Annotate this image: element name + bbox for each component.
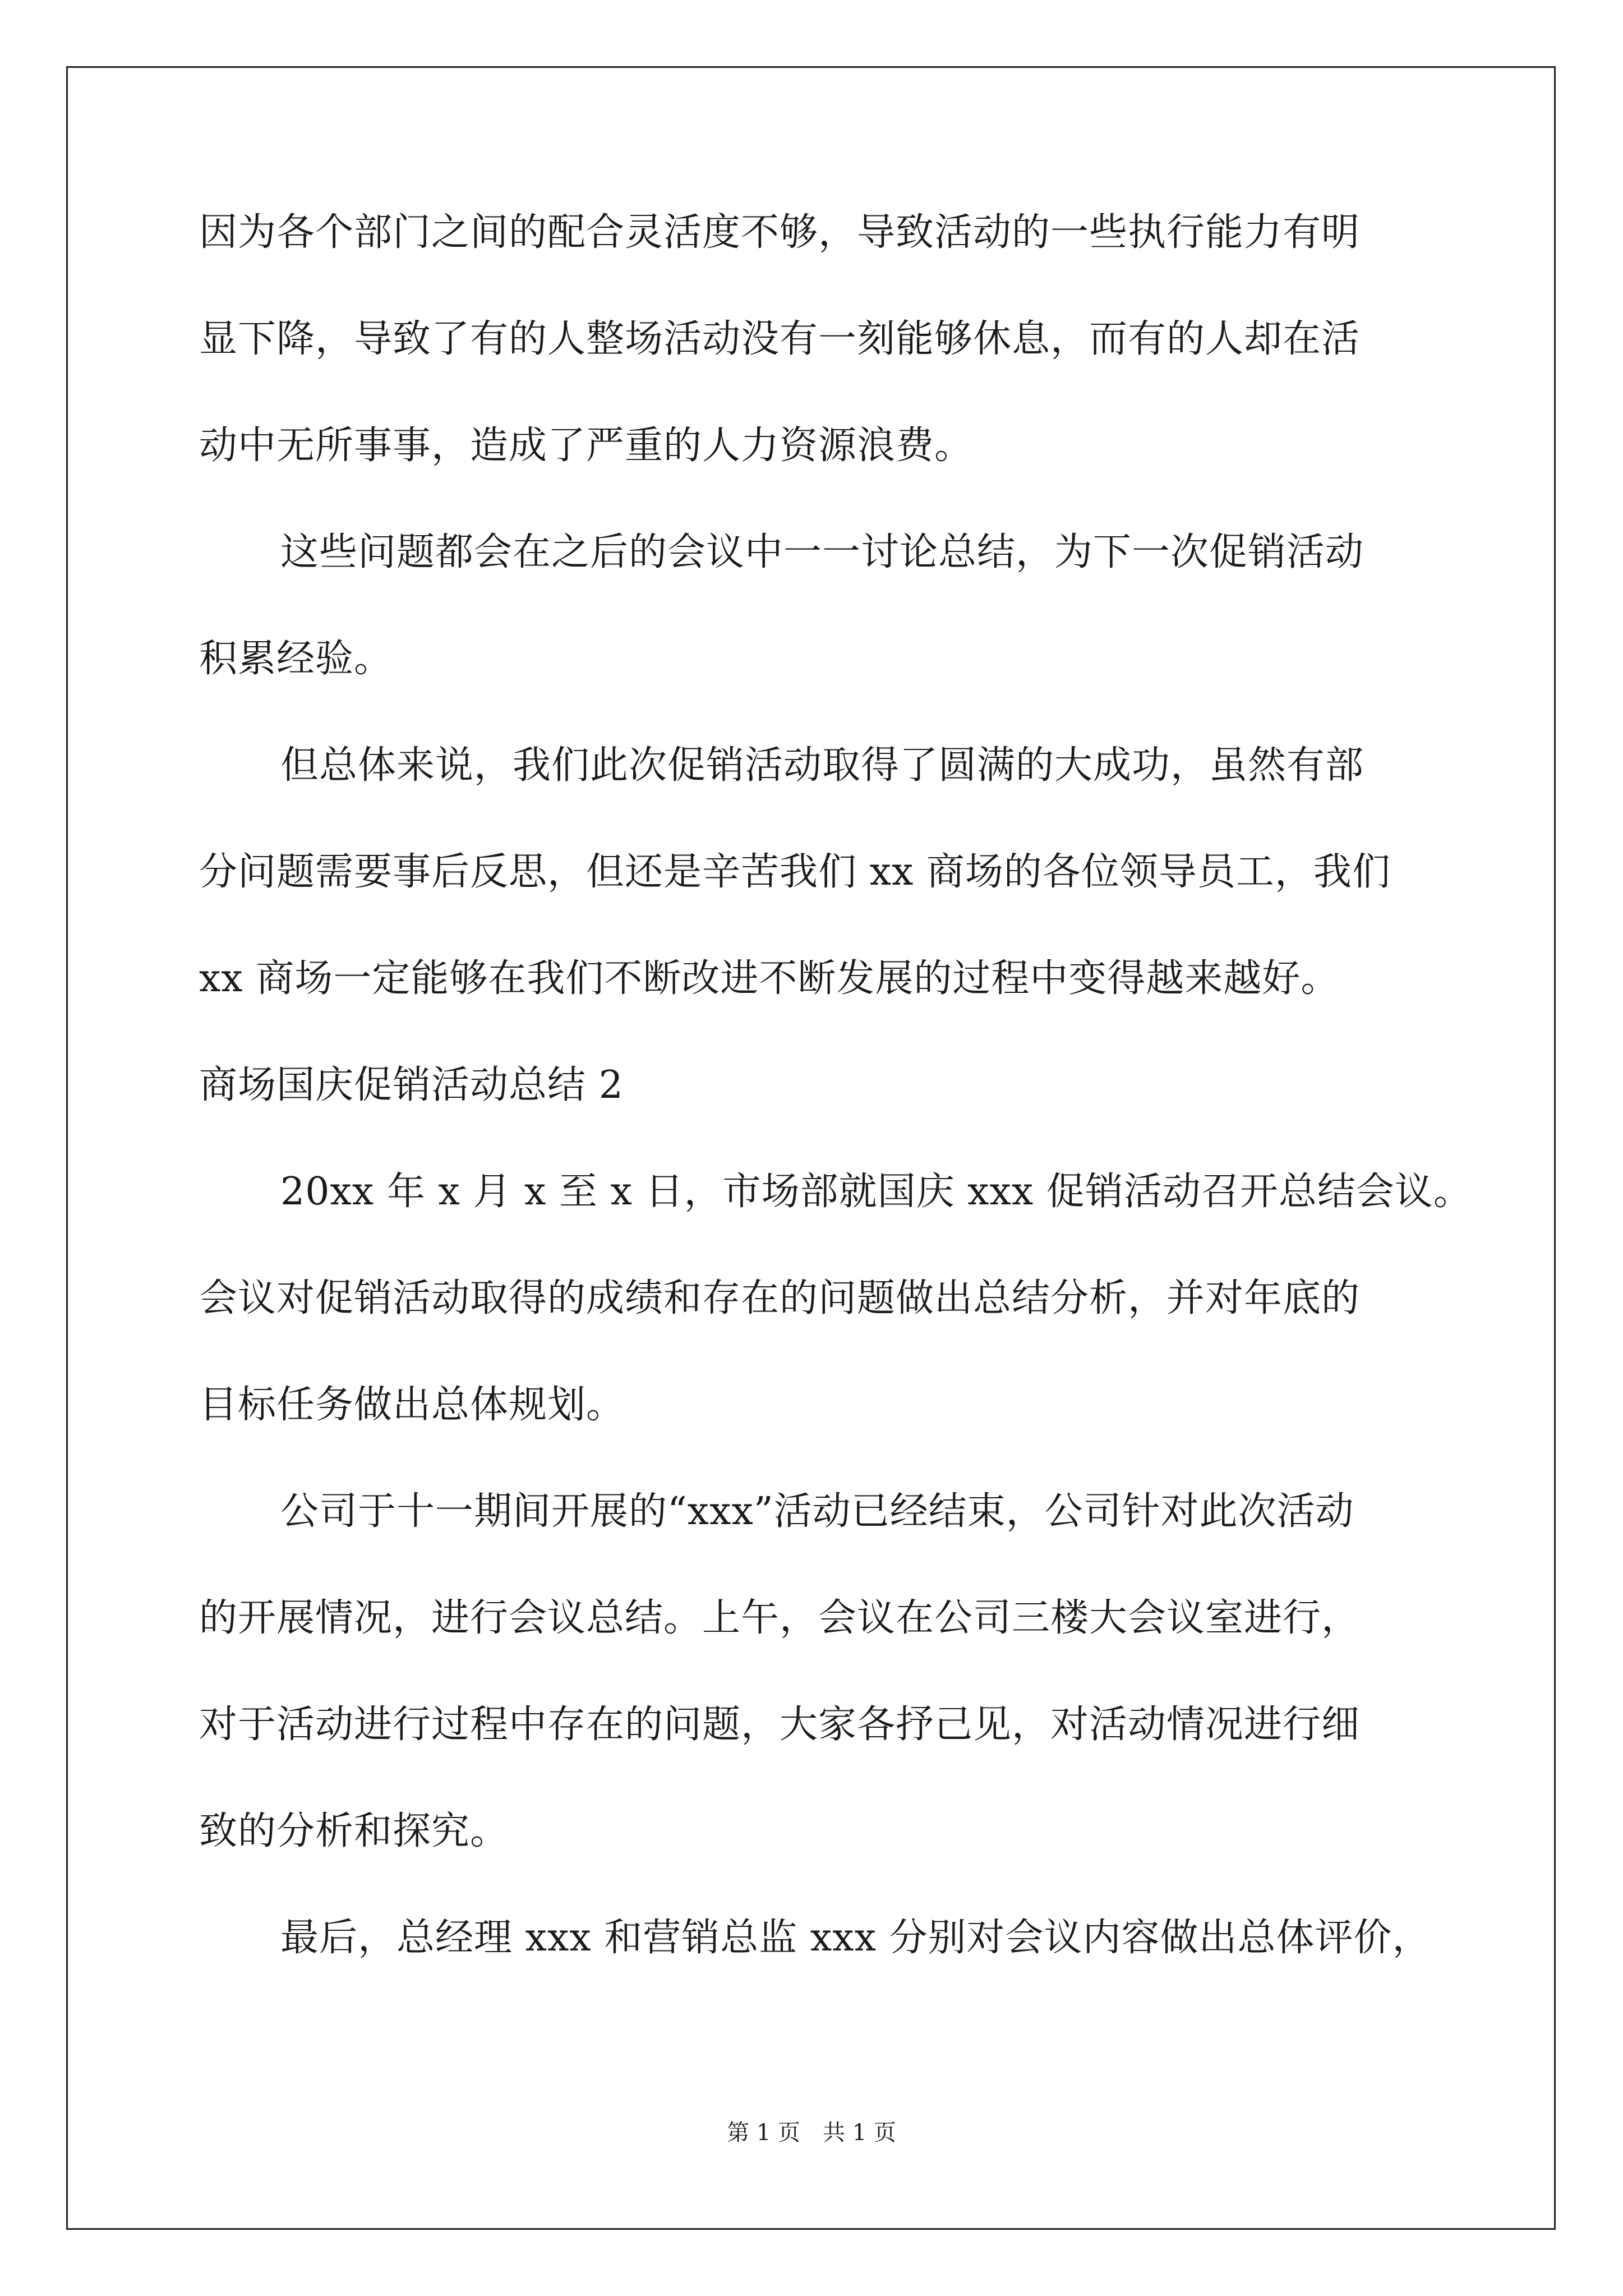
text-line: 目标任务做出总体规划。: [199, 1383, 625, 1427]
page-footer: 第 1 页 共 1 页: [727, 2120, 896, 2146]
text-line: 显下降，导致了有的人整场活动没有一刻能够休息，而有的人却在活: [199, 317, 1361, 361]
text-line: 因为各个部门之间的配合灵活度不够，导致活动的一些执行能力有明: [199, 210, 1361, 255]
text-line: 分问题需要事后反思，但还是辛苦我们 xx 商场的各位领导员工，我们: [199, 850, 1391, 894]
text-line: 对于活动进行过程中存在的问题，大家各抒己见，对活动情况进行细: [199, 1703, 1361, 1747]
page-frame: [66, 66, 1556, 2230]
text-line: 会议对促销活动取得的成绩和存在的问题做出总结分析，并对年底的: [199, 1276, 1361, 1320]
text-line: 公司于十一期间开展的“xxx”活动已经结束，公司针对此次活动: [280, 1489, 1354, 1534]
text-line: 致的分析和探究。: [199, 1809, 509, 1853]
text-line: 最后，总经理 xxx 和营销总监 xxx 分别对会议内容做出总体评价，: [280, 1916, 1431, 1960]
section-heading: 商场国庆促销活动总结 2: [199, 1063, 624, 1107]
text-line: 这些问题都会在之后的会议中一一讨论总结，为下一次促销活动: [280, 530, 1364, 574]
text-line: 动中无所事事，造成了严重的人力资源浪费。: [199, 424, 974, 468]
text-line: 20xx 年 x 月 x 至 x 日，市场部就国庆 xxx 促销活动召开总结会议。: [280, 1170, 1472, 1214]
text-line: 积累经验。: [199, 637, 393, 681]
text-line: xx 商场一定能够在我们不断改进不断发展的过程中变得越来越好。: [199, 956, 1340, 1001]
text-line: 但总体来说，我们此次促销活动取得了圆满的大成功，虽然有部: [280, 743, 1364, 788]
text-line: 的开展情况，进行会议总结。上午，会议在公司三楼大会议室进行，: [199, 1596, 1361, 1640]
